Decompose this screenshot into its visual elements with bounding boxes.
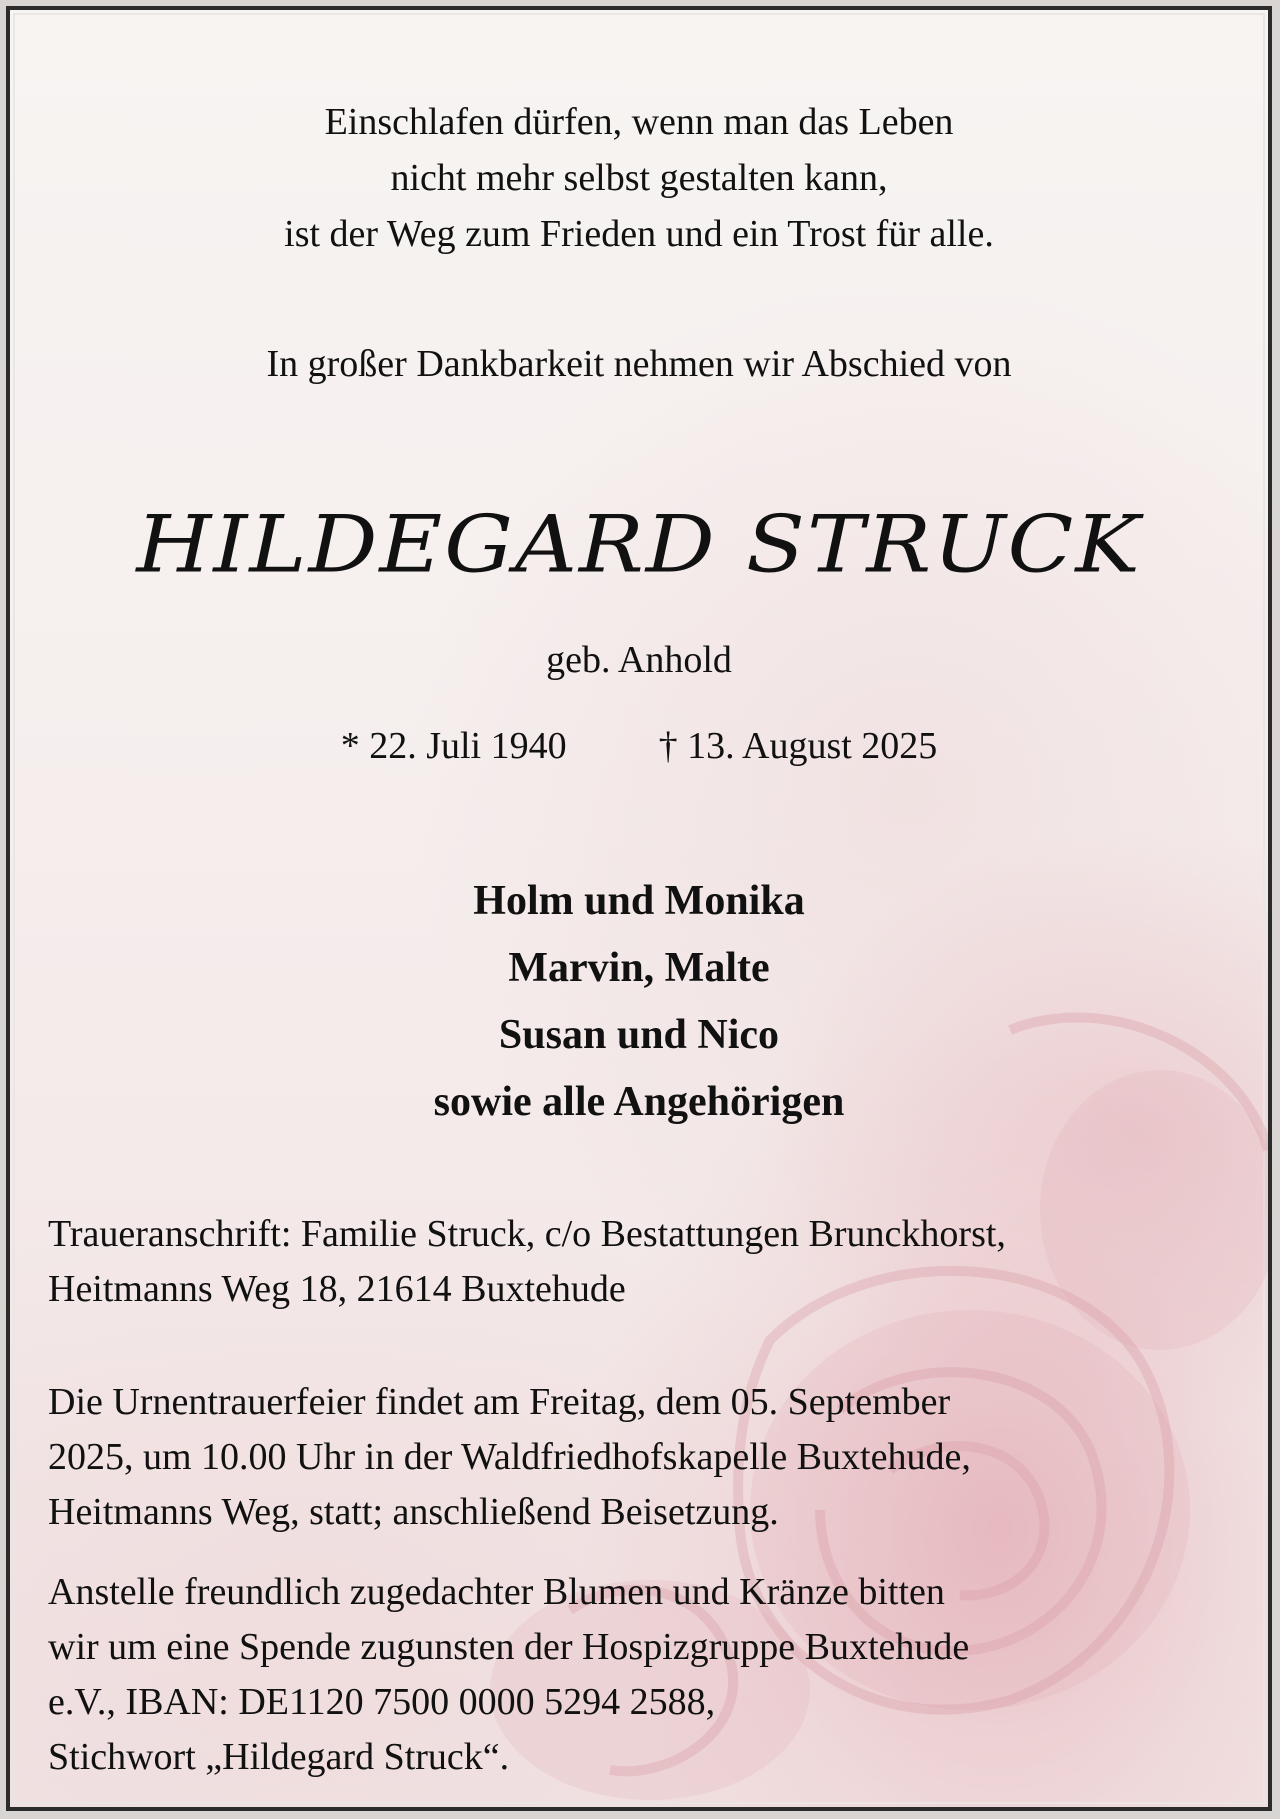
poem-line: nicht mehr selbst gestalten kann, <box>390 157 888 199</box>
poem-line: Einschlafen dürfen, wenn man das Leben <box>324 101 954 143</box>
mourner-line: Marvin, Malte <box>508 945 770 991</box>
service-line: 2025, um 10.00 Uhr in der Waldfriedhofskapelle Buxtehude, <box>48 1436 971 1478</box>
donation-line: e.V., IBAN: DE1120 7500 0000 5294 2588, <box>48 1681 716 1723</box>
mourner-line: sowie alle Angehörigen <box>433 1079 845 1125</box>
service-info <box>48 1375 1238 1540</box>
mourner-line: Susan und Nico <box>498 1012 780 1058</box>
farewell-intro: In großer Dankbarkeit nehmen wir Abschied von <box>266 343 1012 385</box>
death-date: † 13. August 2025 <box>658 725 938 767</box>
service-line: Heitmanns Weg, statt; anschließend Beisetzung. <box>48 1491 779 1533</box>
obituary-card <box>6 6 1272 1811</box>
service-line: Die Urnentrauerfeier findet am Freitag, dem 05. September <box>48 1381 951 1423</box>
birth-name: geb. Anhold <box>546 639 732 681</box>
address-line: Heitmanns Weg 18, 21614 Buxtehude <box>48 1268 626 1310</box>
mourning-address <box>48 1207 1238 1317</box>
deceased-name: HILDEGARD STRUCK <box>136 499 1142 591</box>
poem-line: ist der Weg zum Frieden und ein Trost für alle. <box>284 213 994 255</box>
life-dates <box>10 724 1268 768</box>
donation-line: Anstelle freundlich zugedachter Blumen und Kränze bitten <box>48 1571 945 1613</box>
birth-date: * 22. Juli 1940 <box>340 725 567 767</box>
poem <box>10 94 1268 262</box>
mourner-line: Holm und Monika <box>473 878 805 924</box>
donation-info <box>48 1565 1238 1785</box>
donation-line: Stichwort „Hildegard Struck“. <box>48 1736 510 1778</box>
address-line: Traueranschrift: Familie Struck, c/o Bestattungen Brunckhorst, <box>48 1213 1006 1255</box>
mourners <box>10 868 1268 1136</box>
donation-line: wir um eine Spende zugunsten der Hospizgruppe Buxtehude <box>48 1626 970 1668</box>
